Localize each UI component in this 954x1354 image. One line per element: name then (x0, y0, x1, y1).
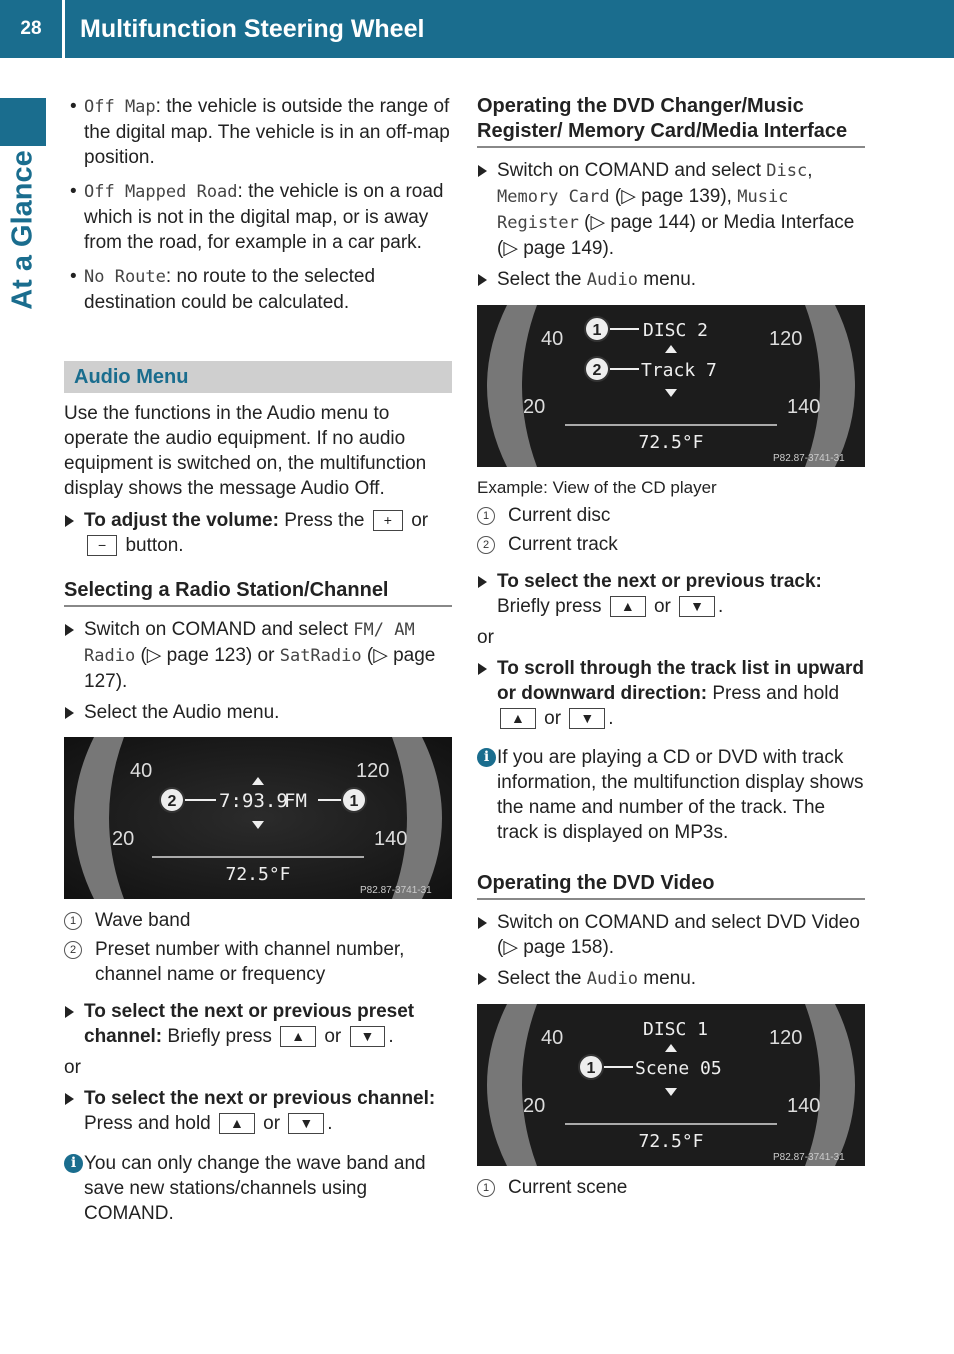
step-arrow-icon (65, 1006, 74, 1018)
marker-1: 1 (349, 793, 359, 810)
side-tab-label: At a Glance (6, 150, 39, 310)
disc-label: DISC 1 (643, 1019, 709, 1040)
or-text: or (64, 1057, 81, 1078)
info-note: i If you are playing a CD or DVD with track information, the multifunction display shows the name and number of the track. The track is displayed on MP3s. (477, 745, 865, 845)
gauge-40: 40 (130, 760, 153, 782)
info-icon: i (477, 748, 496, 767)
bullet-off-mapped-road: • Off Mapped Road: the vehicle is on a road which is not in the digital map, or is away from the road, for example in a car park. (70, 181, 444, 253)
image-caption: Example: View of the CD player (477, 478, 717, 497)
up-key: ▲ (280, 1026, 316, 1047)
info-note: i You can only change the wave band and save new stations/channels using COMAND. (64, 1151, 452, 1226)
temperature: 72.5°F (225, 864, 291, 885)
legend-item: 2 Current track (477, 532, 865, 557)
step-arrow-icon (478, 165, 487, 177)
dvd-video-heading: Operating the DVD Video (477, 871, 865, 900)
radio-step-2: Select the Audio menu. (64, 700, 452, 725)
bullet-no-route: • No Route: no route to the selected destination could be calculated. (70, 266, 376, 313)
gauge-20: 20 (523, 1095, 546, 1117)
legend-item: 1 Wave band (64, 908, 452, 933)
gauge-120: 120 (769, 1027, 803, 1049)
bullet-off-map: • Off Map: the vehicle is outside the range of the digital map. The vehicle is in an off-map position. (70, 96, 450, 168)
up-key: ▲ (219, 1113, 255, 1134)
side-tab-marker (0, 98, 46, 146)
down-key: ▼ (679, 596, 715, 617)
gauge-140: 140 (787, 396, 821, 418)
step-arrow-icon (65, 624, 74, 636)
minus-key: − (87, 535, 117, 556)
page-title: Multifunction Steering Wheel (80, 15, 425, 43)
preset-step: To select the next or previous preset channel: Briefly press ▲ or ▼ . (64, 999, 452, 1049)
or-text: or (477, 627, 494, 648)
step-arrow-icon (65, 1093, 74, 1105)
temperature: 72.5°F (638, 432, 704, 453)
preset-number: 7: (219, 790, 242, 812)
image-code: P82.87-3741-31 (773, 1152, 845, 1163)
step-arrow-icon (478, 576, 487, 588)
up-key: ▲ (610, 596, 646, 617)
step-arrow-icon (478, 274, 487, 286)
dvd-changer-heading: Operating the DVD Changer/Music Register/ Memory Card/Media Interface (477, 94, 865, 148)
step-arrow-icon (478, 973, 487, 985)
legend-item: 2 Preset number with channel number, channel name or frequency (64, 937, 452, 987)
channel-step: To select the next or previous channel: Press and hold ▲ or ▼ . (64, 1086, 452, 1136)
down-key: ▼ (350, 1026, 386, 1047)
legend-item: 1 Current disc (477, 503, 865, 528)
right-column (477, 94, 865, 1204)
page-number: 28 (20, 18, 42, 39)
radio-step-1: Switch on COMAND and select FM/ AM Radio (▷ page 123) or SatRadio (▷ page 127). (64, 617, 452, 694)
marker-1: 1 (592, 322, 602, 339)
up-key: ▲ (500, 708, 536, 729)
header-divider (62, 0, 65, 58)
temperature: 72.5°F (638, 1131, 704, 1152)
track-step: To select the next or previous track: Briefly press ▲ or ▼ . (477, 569, 865, 619)
scroll-step: To scroll through the track list in upward or downward direction: Press and hold ▲ or ▼ . (477, 656, 865, 731)
gauge-40: 40 (541, 328, 564, 350)
gauge-140: 140 (787, 1095, 821, 1117)
marker-2: 2 (592, 362, 602, 379)
audio-intro: Use the functions in the Audio menu to operate the audio equipment. If no audio equipment is switched on, the multifunction display shows the message Audio Off. (64, 403, 427, 499)
dvd-video-step-2: Select the Audio menu. (477, 966, 865, 992)
scene-label: Scene 05 (635, 1058, 722, 1079)
wave-band: FM (284, 790, 307, 812)
page-header (0, 0, 954, 58)
gauge-140: 140 (374, 828, 408, 850)
disc-label: DISC 2 (643, 320, 709, 341)
gauge-20: 20 (112, 828, 135, 850)
cd-display-image (477, 305, 865, 467)
image-code: P82.87-3741-31 (360, 885, 432, 896)
plus-key: + (373, 510, 403, 531)
gauge-20: 20 (523, 396, 546, 418)
marker-2: 2 (167, 793, 177, 810)
gauge-120: 120 (356, 760, 390, 782)
gauge-120: 120 (769, 328, 803, 350)
dvd-display-image (477, 1004, 865, 1166)
down-key: ▼ (288, 1113, 324, 1134)
image-code: P82.87-3741-31 (773, 453, 845, 464)
track-label: Track 7 (641, 360, 717, 381)
audio-menu-heading: Audio Menu (64, 361, 452, 393)
step-arrow-icon (478, 663, 487, 675)
dvd-video-step-1: Switch on COMAND and select DVD Video (▷ page 158). (477, 910, 865, 960)
dvd-step-1: Switch on COMAND and select Disc, Memory Card (▷ page 139), Music Register (▷ page 144) or Media Interface (▷ page 149). (477, 158, 865, 261)
left-column (64, 94, 452, 1226)
radio-heading: Selecting a Radio Station/Channel (64, 578, 452, 607)
legend-item: 1 Current scene (477, 1175, 865, 1200)
step-arrow-icon (478, 917, 487, 929)
down-key: ▼ (569, 708, 605, 729)
step-arrow-icon (65, 707, 74, 719)
step-arrow-icon (65, 515, 74, 527)
volume-step: To adjust the volume: Press the + or − button. (64, 508, 452, 558)
frequency: 93.9 (242, 790, 288, 812)
marker-1: 1 (586, 1060, 596, 1077)
dvd-step-2: Select the Audio menu. (477, 267, 865, 293)
radio-display-image (64, 737, 452, 899)
gauge-40: 40 (541, 1027, 564, 1049)
info-icon: i (64, 1154, 83, 1173)
